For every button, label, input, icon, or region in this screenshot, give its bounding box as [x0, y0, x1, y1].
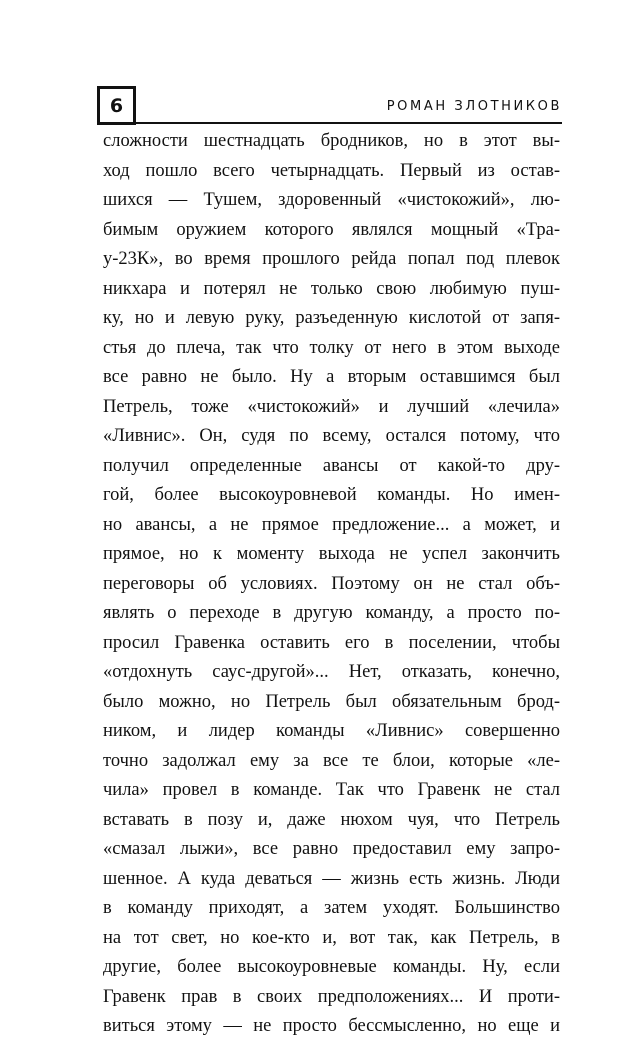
- running-head: РОМАН ЗЛОТНИКОВ: [386, 99, 562, 114]
- text-line: на тот свет, но кое-кто и, вот так, как Петрель, в: [103, 927, 560, 948]
- text-line: бимым оружием которого являлся мощный «Тра-: [103, 219, 560, 240]
- body-text: [103, 127, 560, 1042]
- text-line: прямое, но к моменту выхода не успел закончить: [103, 544, 560, 564]
- text-line: шихся — Тушем, здоровенный «чистокожий», лю-: [103, 190, 560, 210]
- text-line: вставать в позу и, даже нюхом чуя, что Петрель: [103, 809, 560, 830]
- text-line: являть о переходе в другую команду, а просто по-: [103, 603, 560, 623]
- text-line: виться этому — не просто бессмысленно, но еще и: [103, 1016, 560, 1036]
- page-number: [97, 86, 136, 125]
- text-line: Петрель, тоже «чистокожий» и лучший «лечила»: [103, 396, 560, 417]
- text-line: было можно, но Петрель был обязательным брод-: [103, 691, 560, 712]
- text-line: у-23К», во время прошлого рейда попал под плевок: [103, 249, 560, 269]
- text-line: «смазал лыжи», все равно предоставил ему запро-: [103, 839, 560, 859]
- page-number-text: 6: [109, 94, 124, 117]
- text-line: «отдохнуть саус-другой»... Нет, отказать, конечно,: [103, 662, 560, 682]
- text-line: точно задолжал ему за все те блои, которые «ле-: [103, 750, 560, 771]
- header-rule: [97, 122, 562, 124]
- text-line: но авансы, а не прямое предложение... а может, и: [103, 514, 560, 535]
- text-line: ку, но и левую руку, разъеденную кислотой от запя-: [103, 308, 560, 328]
- text-line: чила» провел в команде. Так что Гравенк не стал: [103, 780, 560, 800]
- text-line: в команду приходят, а затем уходят. Большинство: [103, 898, 560, 918]
- text-line: «Ливнис». Он, судя по всему, остался потому, что: [103, 426, 560, 446]
- text-line: просил Гравенка оставить его в поселении, чтобы: [103, 632, 560, 653]
- text-line: стья до плеча, так что толку от него в этом выходе: [103, 337, 560, 358]
- text-line: получил определенные авансы от какой-то дру-: [103, 455, 560, 476]
- text-line: никхара и потерял не только свою любимую пуш-: [103, 278, 560, 299]
- text-line: переговоры об условиях. Поэтому он не стал объ-: [103, 573, 560, 594]
- text-line: сложности шестнадцать бродников, но в этот вы-: [103, 131, 560, 151]
- text-line: гой, более высокоуровневой команды. Но имен-: [103, 485, 560, 505]
- text-line: ником, и лидер команды «Ливнис» совершенно: [103, 721, 560, 741]
- text-line: шенное. А куда деваться — жизнь есть жизнь. Люди: [103, 868, 560, 889]
- text-line: Гравенк прав в своих предположениях... И проти-: [103, 986, 560, 1007]
- text-line: ход пошло всего четырнадцать. Первый из остав-: [103, 160, 560, 181]
- text-line: другие, более высокоуровневые команды. Ну, если: [103, 957, 560, 977]
- text-line: все равно не было. Ну а вторым оставшимся был: [103, 367, 560, 387]
